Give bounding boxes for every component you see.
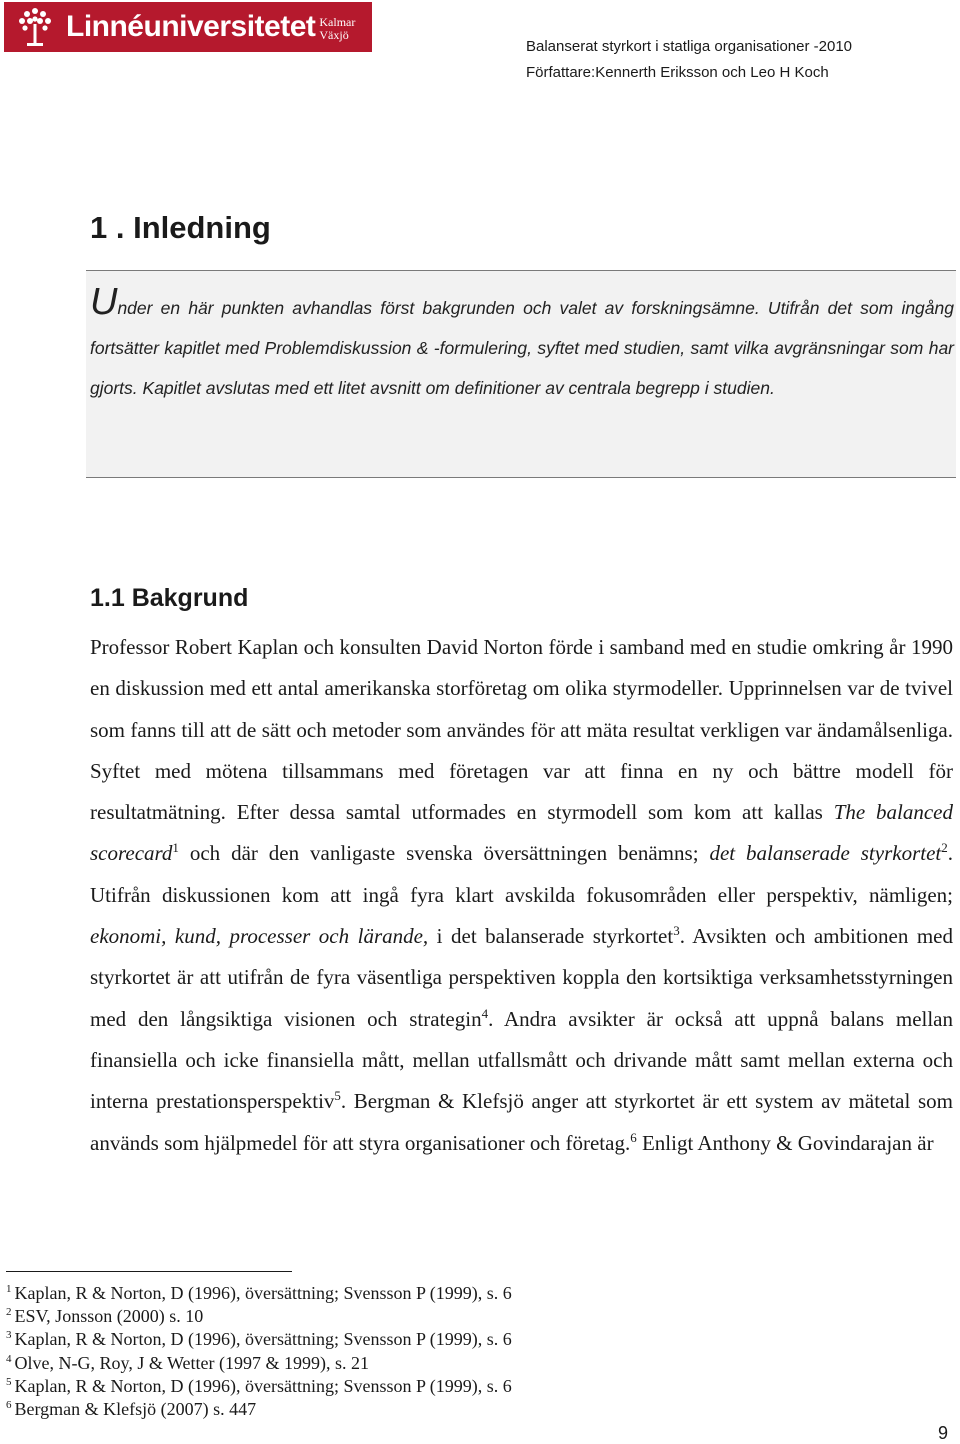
footnote-number: 1 (6, 1283, 12, 1295)
footnote-number: 5 (6, 1375, 12, 1388)
section-heading: 1.1 Bakgrund (90, 584, 249, 612)
footnote-number: 4 (6, 1352, 12, 1365)
logo-subtitle (319, 12, 355, 42)
footnote-number: 6 (6, 1399, 12, 1412)
footnote-ref: 2 (941, 840, 948, 856)
paragraph-text: . Avsikten och ambitionen med styrkortet är att utifrån de fyra väsentliga perspektiven koppla den kortsiktiga verksamhetsstyrningen med den långsiktiga visionen och strategin (90, 924, 953, 1031)
footnote-text: Bergman & Klefsjö (2007) s. 447 (14, 1399, 257, 1420)
header-title: Balanserat styrkort i statliga organisationer -2010 (526, 38, 853, 55)
footnote-ref: 4 (481, 1005, 489, 1021)
section-paragraph (90, 627, 953, 1164)
intro-box (86, 270, 956, 478)
paragraph-text: och där den vanligaste svenska översättningen benämns; (178, 841, 710, 866)
header-authors: Författare:Kennerth Eriksson och Leo H Koch (526, 64, 829, 81)
logo-sub-vaxjo: Växjö (319, 28, 349, 42)
italic-term: The balanced scorecard (90, 800, 953, 866)
paragraph-text: . Utifrån diskussionen kom att ingå fyra klart avskilda fokusområden eller perspektiv, nämligen; (90, 841, 953, 907)
footnote-text: Kaplan, R & Norton, D (1996), översättning; Svensson P (1999), s. 6 (14, 1283, 512, 1303)
footnote-ref: 6 (630, 1129, 637, 1145)
paragraph-text: . Andra avsikter är också att uppnå balans mellan finansiella och icke finansiella mått, mellan utfallsmått och drivande mått samt mellan externa och interna prestationsperspektiv (90, 1006, 954, 1114)
footnote-text: Kaplan, R & Norton, D (1996), översättning; Svensson P (1999), s. 6 (14, 1329, 512, 1350)
tree-logo-icon (4, 2, 66, 52)
footnotes (6, 1282, 512, 1421)
italic-term: ekonomi, kund, processer och lärande, (90, 924, 429, 949)
footnote-text: Kaplan, R & Norton, D (1996), översättning; Svensson P (1999), s. 6 (14, 1375, 512, 1396)
intro-dropcap: U (90, 281, 118, 323)
paragraph-text: . Bergman & Klefsjö anger att styrkortet är ett system av mätetal som används som hjälpmedel för att styra organisationer och företag. (90, 1089, 953, 1155)
footnote-number: 2 (6, 1306, 12, 1319)
logo-sub-kalmar: Kalmar (319, 15, 356, 29)
footnote-item (6, 1398, 512, 1421)
university-logo (4, 2, 372, 52)
footnote-item (6, 1305, 512, 1328)
footnote-ref: 5 (334, 1088, 341, 1104)
footnote-text: Olve, N-G, Roy, J & Wetter (1997 & 1999), s. 21 (14, 1352, 370, 1373)
page-number: 9 (938, 1423, 949, 1443)
paragraph-text: Enligt Anthony & Govindarajan är (636, 1130, 934, 1155)
paragraph-text: Professor Robert Kaplan och konsulten David Norton förde i samband med en studie omkring år 1990 en diskussion med ett antal amerikanska storföretag om olika styrmodeller. Upprinnelsen var de tvivel som fanns till att de sätt och metoder som användes för att mäta resultat verkligen var ändamålsenliga. Syftet med mötena tillsammans med företagen var att finna en ny och bättre modell för resultatmätning. Efter dessa samtal utformades en styrmodell som kom att kallas (90, 635, 953, 825)
chapter-heading: 1 . Inledning (90, 210, 271, 245)
footnote-item (6, 1328, 512, 1351)
footnote-number: 3 (6, 1329, 12, 1342)
footnote-item (6, 1375, 512, 1398)
footnote-text: ESV, Jonsson (2000) s. 10 (14, 1306, 204, 1327)
intro-body: nder en här punkten avhandlas först bakgrunden och valet av forskningsämne. Utifrån det som ingång fortsätter kapitlet med Problemdiskussion & -formulering, syftet med studien, samt vilka avgränsningar som har gjorts. Kapitlet avslutas med ett litet avsnitt om definitioner av centrala begrepp i studien. (90, 298, 954, 398)
italic-term: det balanserade styrkortet (709, 841, 942, 866)
paragraph-text: i det balanserade styrkortet (428, 924, 674, 949)
running-header (526, 34, 852, 86)
footnote-divider (6, 1271, 292, 1272)
intro-text (90, 281, 954, 408)
footnote-item (6, 1282, 512, 1305)
footnote-ref: 1 (172, 840, 179, 856)
footnote-ref: 3 (673, 923, 680, 939)
logo-wordmark: Linnéuniversitetet (66, 10, 316, 43)
footnote-item (6, 1352, 512, 1375)
